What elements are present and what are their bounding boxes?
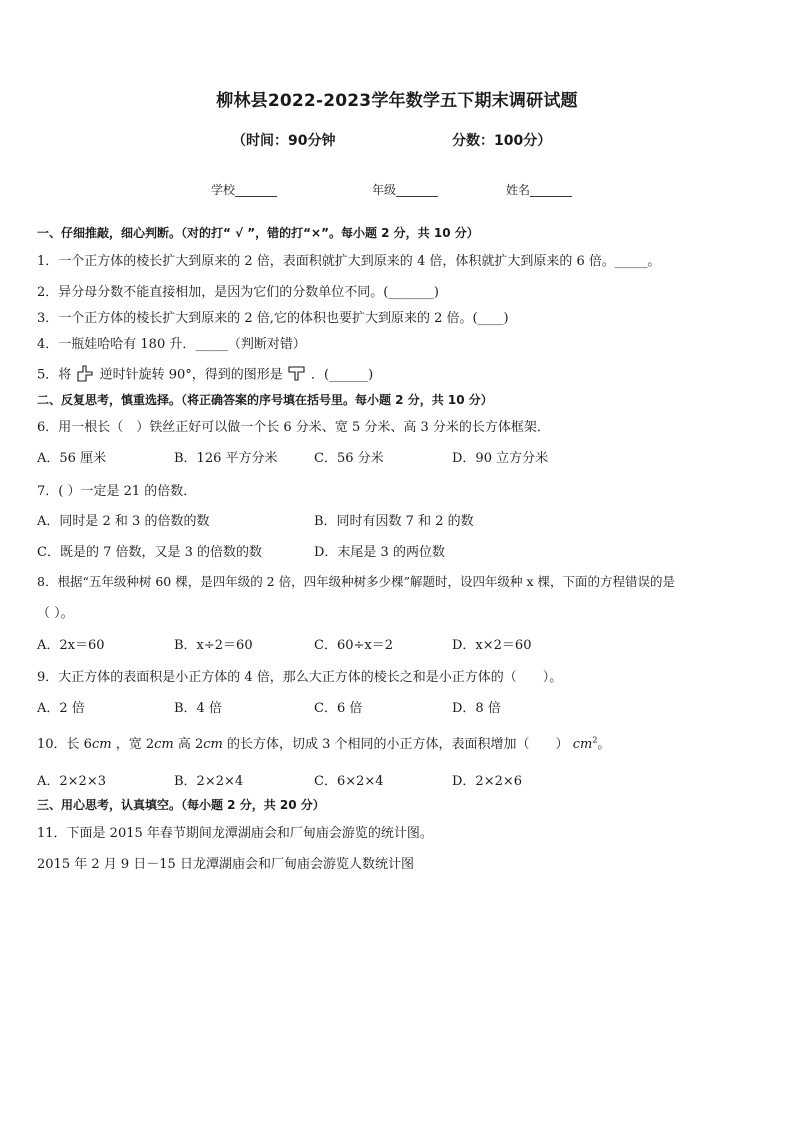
question-2: 2．异分母分数不能直接相加，是因为它们的分数单位不同。(_______) <box>37 285 439 300</box>
name-field: 姓名_______ <box>506 183 573 197</box>
question-6: 6．用一根长（ ）铁丝正好可以做一个长 6 分米、宽 5 分米、高 3 分米的长方体框架． <box>37 420 550 435</box>
q10-unit-1: cm <box>91 737 112 752</box>
q8-option-d[interactable]: D．x×2＝60 <box>452 638 532 653</box>
q10-unit-4: cm <box>572 737 593 752</box>
question-5-text-c: ．(______) <box>311 367 374 383</box>
q6-option-c[interactable]: C．56 分米 <box>314 451 384 466</box>
chart-caption: 2015 年 2 月 9 日－15 日龙潭湖庙会和厂甸庙会游览人数统计图 <box>37 857 414 872</box>
section-2-heading: 二、反复思考，慎重选择。（将正确答案的序号填在括号里。每小题 2 分，共 10 分） <box>37 393 493 407</box>
q7-option-b[interactable]: B．同时有因数 7 和 2 的数 <box>314 514 474 529</box>
q9-option-c[interactable]: C．6 倍 <box>314 701 363 716</box>
question-4: 4．一瓶娃哈哈有 180 升．_____（判断对错） <box>37 337 306 352</box>
q8-option-c[interactable]: C．60÷x＝2 <box>314 638 393 653</box>
q8-option-a[interactable]: A．2x＝60 <box>37 638 105 653</box>
section-1-heading: 一、仔细推敲，细心判断。（对的打“ √ ”，错的打“×”。每小题 2 分，共 10 分） <box>37 226 479 240</box>
original-shape-icon <box>75 363 95 387</box>
question-5-text-b: 逆时针旋转 90°，得到的图形是 <box>99 367 283 383</box>
q7-option-a[interactable]: A．同时是 2 和 3 的倍数的数 <box>37 514 210 529</box>
question-7: 7．( ）一定是 21 的倍数． <box>37 484 197 499</box>
grade-field: 年级_______ <box>372 183 439 197</box>
school-field: 学校_______ <box>211 183 278 197</box>
q10-end: 。 <box>597 737 611 752</box>
q9-option-b[interactable]: B．4 倍 <box>174 701 222 716</box>
question-10 <box>37 733 610 752</box>
question-5-text-a: 5．将 <box>37 367 72 383</box>
q10-option-b[interactable]: B．2×2×4 <box>174 774 244 789</box>
q6-option-b[interactable]: B．126 平方分米 <box>174 451 278 466</box>
q10-superscript: 2 <box>592 735 598 745</box>
q10-text-c: 高 2 <box>177 737 204 752</box>
question-9: 9．大正方体的表面积是小正方体的 4 倍，那么大正方体的棱长之和是小正方体的（ ）。 <box>37 670 563 685</box>
q6-option-a[interactable]: A．56 厘米 <box>37 451 107 466</box>
q10-text-b: ，宽 2 <box>115 737 155 752</box>
q10-text-a: 10．长 6 <box>37 737 92 752</box>
q9-option-d[interactable]: D．8 倍 <box>452 701 501 716</box>
q10-text-d: 的长方体，切成 3 个相同的小正方体，表面积增加（ ） <box>227 737 569 752</box>
question-1: 1．一个正方体的棱长扩大到原来的 2 倍，表面积就扩大到原来的 4 倍，体积就扩大到原来的 6 倍。_____。 <box>37 254 661 269</box>
q10-option-a[interactable]: A．2×2×3 <box>37 774 106 789</box>
q7-option-c[interactable]: C．既是的 7 倍数，又是 3 的倍数的数 <box>37 545 263 560</box>
q10-option-d[interactable]: D．2×2×6 <box>452 774 523 789</box>
q10-unit-3: cm <box>203 737 223 752</box>
question-11: 11．下面是 2015 年春节期间龙潭湖庙会和厂甸庙会游览的统计图。 <box>37 826 433 841</box>
question-5 <box>37 363 373 387</box>
q10-option-c[interactable]: C．6×2×4 <box>314 774 384 789</box>
time-label: （时间：90分钟 <box>232 133 336 149</box>
q9-option-a[interactable]: A．2 倍 <box>37 701 85 716</box>
section-3-heading: 三、用心思考，认真填空。（每小题 2 分，共 20 分） <box>37 798 325 812</box>
question-8-line-2: （ ）。 <box>37 606 74 621</box>
page-title: 柳林县2022-2023学年数学五下期末调研试题 <box>216 91 578 111</box>
q8-option-b[interactable]: B．x÷2＝60 <box>174 638 253 653</box>
q7-option-d[interactable]: D．末尾是 3 的两位数 <box>314 545 445 560</box>
q6-option-d[interactable]: D．90 立方分米 <box>452 451 549 466</box>
score-label: 分数：100分） <box>452 133 552 149</box>
question-3: 3．一个正方体的棱长扩大到原来的 2 倍,它的体积也要扩大到原来的 2 倍。(____) <box>37 311 509 326</box>
q10-unit-2: cm <box>154 737 174 752</box>
rotated-shape-icon <box>287 363 307 387</box>
question-8-line-1: 8．根据“五年级种树 60 棵，是四年级的 2 倍，四年级种树多少棵”解题时，设四年级种 x 棵，下面的方程错误的是 <box>37 574 675 589</box>
